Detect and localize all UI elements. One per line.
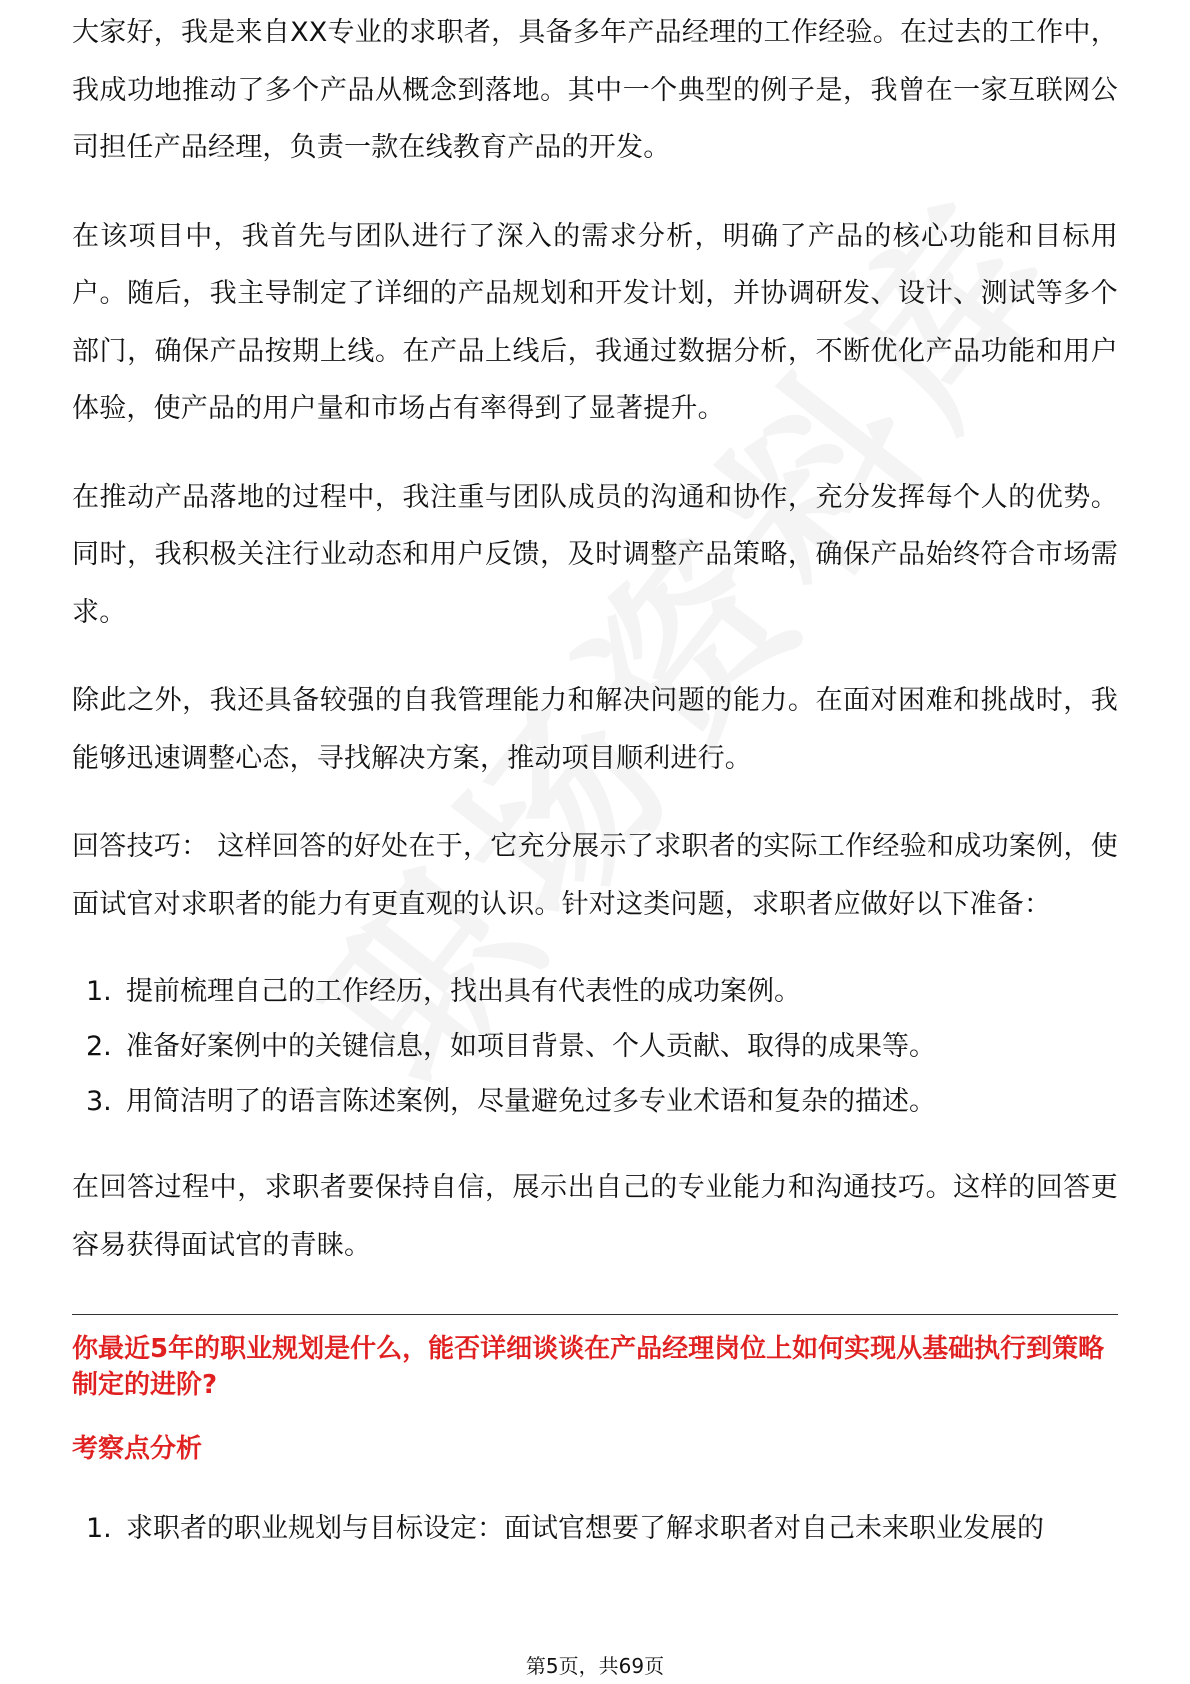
list-number: 1. bbox=[86, 1513, 112, 1544]
answer-tips-paragraph: 回答技巧： 这样回答的好处在于，它充分展示了求职者的实际工作经验和成功案例，使面试官对求职者的能力有更直观的认识。针对这类问题，求职者应做好以下准备： bbox=[72, 831, 1118, 920]
list-text: 求职者的职业规划与目标设定：面试官想要了解求职者对自己未来职业发展的 bbox=[126, 1513, 1044, 1544]
analysis-list bbox=[72, 1501, 1118, 1556]
tips-list bbox=[72, 964, 1118, 1129]
list-text: 准备好案例中的关键信息，如项目背景、个人贡献、取得的成果等。 bbox=[126, 1031, 936, 1062]
section-divider bbox=[72, 1314, 1118, 1315]
list-number: 1. bbox=[86, 976, 112, 1007]
self-management-paragraph: 除此之外，我还具备较强的自我管理能力和解决问题的能力。在面对困难和挑战时，我能够迅速调整心态，寻找解决方案，推动项目顺利进行。 bbox=[72, 685, 1118, 774]
project-paragraph: 在该项目中，我首先与团队进行了深入的需求分析，明确了产品的核心功能和目标用户。随后，我主导制定了详细的产品规划和开发计划，并协调研发、设计、测试等多个部门，确保产品按期上线。在产品上线后，我通过数据分析，不断优化产品功能和用户体验，使产品的用户量和市场占有率得到了显著提升。 bbox=[72, 220, 1118, 424]
list-number: 3. bbox=[86, 1086, 112, 1117]
analysis-heading: 考察点分析 bbox=[72, 1434, 203, 1464]
list-number: 2. bbox=[86, 1031, 112, 1062]
list-item bbox=[72, 1501, 1118, 1556]
collaboration-paragraph: 在推动产品落地的过程中，我注重与团队成员的沟通和协作，充分发挥每个人的优势。同时，我积极关注行业动态和用户反馈，及时调整产品策略，确保产品始终符合市场需求。 bbox=[72, 481, 1118, 628]
conclusion-paragraph: 在回答过程中，求职者要保持自信，展示出自己的专业能力和沟通技巧。这样的回答更容易获得面试官的青睐。 bbox=[72, 1172, 1118, 1261]
question-heading: 你最近5年的职业规划是什么，能否详细谈谈在产品经理岗位上如何实现从基础执行到策略制定的进阶? bbox=[72, 1334, 1105, 1400]
list-text: 用简洁明了的语言陈述案例，尽量避免过多专业术语和复杂的描述。 bbox=[126, 1086, 936, 1117]
page-footer: 第5页，共69页 bbox=[525, 1654, 665, 1678]
list-item bbox=[72, 964, 1118, 1019]
list-item bbox=[72, 1074, 1118, 1129]
page-content bbox=[72, 17, 1118, 1586]
intro-paragraph: 大家好，我是来自XX专业的求职者，具备多年产品经理的工作经验。在过去的工作中，我成功地推动了多个产品从概念到落地。其中一个典型的例子是，我曾在一家互联网公司担任产品经理，负责一款在线教育产品的开发。 bbox=[72, 17, 1118, 163]
list-item bbox=[72, 1019, 1118, 1074]
list-text: 提前梳理自己的工作经历，找出具有代表性的成功案例。 bbox=[126, 976, 801, 1007]
